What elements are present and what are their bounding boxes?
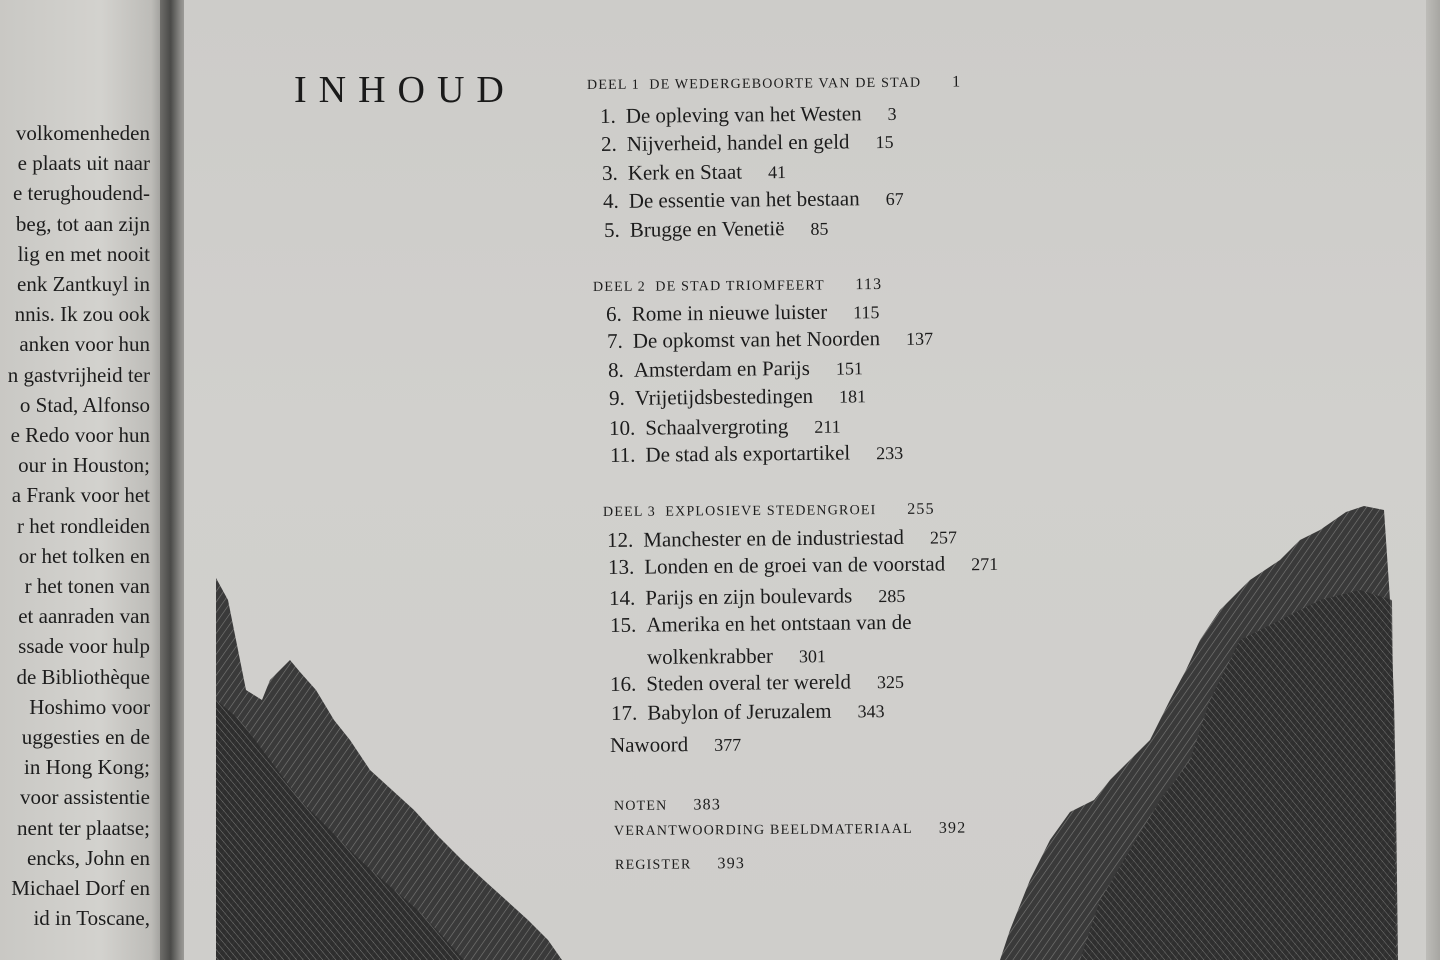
chapter-entry xyxy=(602,159,786,186)
chapter-entry xyxy=(611,698,885,726)
part-label: DEEL 1 xyxy=(586,77,641,93)
text-line: nnis. Ik zou ook xyxy=(14,302,150,327)
page-number: 255 xyxy=(907,500,935,518)
text-line: o Stad, Alfonso xyxy=(19,392,150,417)
chapter-title: Rome in nieuwe luister xyxy=(631,299,828,326)
page-number: 151 xyxy=(835,358,863,379)
chapter-number: 17. xyxy=(610,700,638,725)
text-line: a Frank voor het xyxy=(11,483,150,508)
text-line: or het tolken en xyxy=(18,543,150,568)
chapter-number: 12. xyxy=(606,527,634,552)
chapter-title: Amerika en het ontstaan van de xyxy=(646,609,912,637)
chapter-entry xyxy=(609,383,866,411)
part-heading xyxy=(593,276,882,296)
chapter-entry xyxy=(610,669,904,697)
chapter-title: De opleving van het Westen xyxy=(625,101,862,128)
page-number: 211 xyxy=(814,416,841,437)
page-number: 383 xyxy=(693,796,722,814)
back-matter-title: NOTEN xyxy=(613,798,668,814)
chapter-entry xyxy=(609,583,906,611)
text-line: e Redo voor hun xyxy=(10,423,150,448)
chapter-entry xyxy=(603,186,904,214)
page-number: 67 xyxy=(885,188,904,210)
text-line: voor assistentie xyxy=(19,785,150,810)
chapter-number: 8. xyxy=(607,357,624,382)
back-matter-entry xyxy=(615,855,745,874)
chapter-number: 14. xyxy=(608,585,636,610)
page-number: 393 xyxy=(717,855,746,873)
page-number: 41 xyxy=(767,162,787,183)
chapter-entry xyxy=(601,129,894,157)
page-number: 343 xyxy=(857,701,885,722)
chapter-entry xyxy=(610,440,903,468)
text-line: ssade voor hulp xyxy=(18,634,150,659)
back-matter-entry xyxy=(614,820,967,840)
chapter-number: 6. xyxy=(605,301,622,326)
text-line: r het tonen van xyxy=(24,574,150,599)
chapter-title: Kerk en Staat xyxy=(627,159,743,185)
page-number: 392 xyxy=(938,819,967,837)
chapter-title: Schaalvergroting xyxy=(645,414,789,440)
page-number: 285 xyxy=(878,585,906,607)
text-line: uggesties en de xyxy=(21,725,150,750)
text-line: Michael Dorf en xyxy=(11,876,150,901)
page-number: 181 xyxy=(839,386,867,407)
chapter-number: 16. xyxy=(609,671,637,696)
chapter-number: 5. xyxy=(603,217,620,242)
chapter-title: Vrijetijdsbestedingen xyxy=(634,383,814,410)
chapter-title: De essentie van het bestaan xyxy=(628,186,860,213)
chapter-number: 3. xyxy=(601,160,618,185)
chapter-entry xyxy=(607,326,933,354)
page-number: 301 xyxy=(798,646,827,667)
chapter-number: 7. xyxy=(606,328,623,353)
part-title: DE STAD TRIOMFEERT xyxy=(655,278,825,295)
page-number: 1 xyxy=(951,73,962,91)
chapter-number: 11. xyxy=(609,442,636,467)
chapter-entry-continued xyxy=(647,643,826,670)
text-line: enk Zantkuyl in xyxy=(17,272,150,297)
chapter-number: 4. xyxy=(602,188,619,213)
chapter-title: De stad als exportartikel xyxy=(645,440,851,467)
back-matter-title: REGISTER xyxy=(614,857,692,873)
chapter-entry xyxy=(606,299,880,327)
part-label: DEEL 2 xyxy=(592,279,647,295)
chapter-title: Babylon of Jeruzalem xyxy=(647,698,832,725)
text-line: encks, John en xyxy=(26,845,150,870)
text-line: et aanraden van xyxy=(18,604,150,629)
page-title: INHOUD xyxy=(294,69,516,111)
chapter-title: Manchester en de industriestad xyxy=(643,524,905,552)
part-label: DEEL 3 xyxy=(602,504,657,520)
text-line: lig en met nooit xyxy=(17,241,150,266)
text-line: beg, tot aan zijn xyxy=(15,211,150,236)
chapter-title: Nijverheid, handel en geld xyxy=(626,129,850,156)
text-line: de Bibliothèque xyxy=(16,664,150,689)
chapter-number: 1. xyxy=(599,103,616,128)
text-line: Hoshimo voor xyxy=(29,694,150,719)
page-number: 233 xyxy=(876,442,904,464)
back-matter-entry xyxy=(614,796,721,815)
page-number: 85 xyxy=(810,218,829,239)
chapter-entry xyxy=(609,414,841,441)
chapter-entry xyxy=(600,101,897,129)
chapter-number: 10. xyxy=(608,415,636,440)
chapter-number: 9. xyxy=(608,385,625,410)
page-number: 113 xyxy=(855,275,883,294)
chapter-title: Steden overal ter wereld xyxy=(646,669,852,696)
chapter-entry xyxy=(608,551,998,580)
text-line: e plaats uit naar xyxy=(17,151,150,176)
text-line: id in Toscane, xyxy=(33,906,150,931)
page-number: 3 xyxy=(887,103,897,124)
part-title: EXPLOSIEVE STEDENGROEI xyxy=(665,503,877,520)
part-heading xyxy=(603,501,935,521)
page-number: 377 xyxy=(714,734,742,755)
chapter-title: Parijs en zijn boulevards xyxy=(645,583,853,610)
text-line: volkomenheden xyxy=(15,121,150,145)
chapter-entry xyxy=(604,216,829,243)
chapter-entry xyxy=(608,355,863,383)
page-number: 137 xyxy=(905,328,934,349)
text-line: e terughoudend- xyxy=(12,181,150,206)
text-line: nent ter plaatse; xyxy=(17,815,150,840)
chapter-title: Nawoord xyxy=(609,732,689,757)
chapter-entry xyxy=(607,524,957,553)
text-line: our in Houston; xyxy=(18,453,150,478)
part-title: DE WEDERGEBOORTE VAN DE STAD xyxy=(649,75,922,93)
chapter-title: wolkenkrabber xyxy=(646,643,774,669)
text-line: anken voor hun xyxy=(19,332,150,357)
chapter-entry xyxy=(610,610,912,638)
text-line: n gastvrijheid ter xyxy=(7,362,150,387)
chapter-title: Amsterdam en Parijs xyxy=(633,355,810,382)
back-matter-title: VERANTWOORDING BEELDMATERIAAL xyxy=(613,821,913,839)
page-number: 271 xyxy=(971,553,999,575)
page-number: 115 xyxy=(853,302,880,323)
chapter-title: Brugge en Venetië xyxy=(629,216,785,242)
chapter-title: Londen en de groei van de voorstad xyxy=(644,551,946,579)
chapter-number: 13. xyxy=(607,554,635,579)
nawoord-entry xyxy=(610,732,741,758)
part-heading xyxy=(587,73,961,94)
text-line: r het rondleiden xyxy=(17,513,150,538)
page-number: 257 xyxy=(929,527,958,548)
page-number: 325 xyxy=(876,671,905,693)
chapter-title: De opkomst van het Noorden xyxy=(632,326,881,353)
page-number: 15 xyxy=(875,131,894,153)
text-line: in Hong Kong; xyxy=(24,755,150,780)
chapter-number: 15. xyxy=(609,612,637,637)
chapter-number: 2. xyxy=(600,131,617,156)
